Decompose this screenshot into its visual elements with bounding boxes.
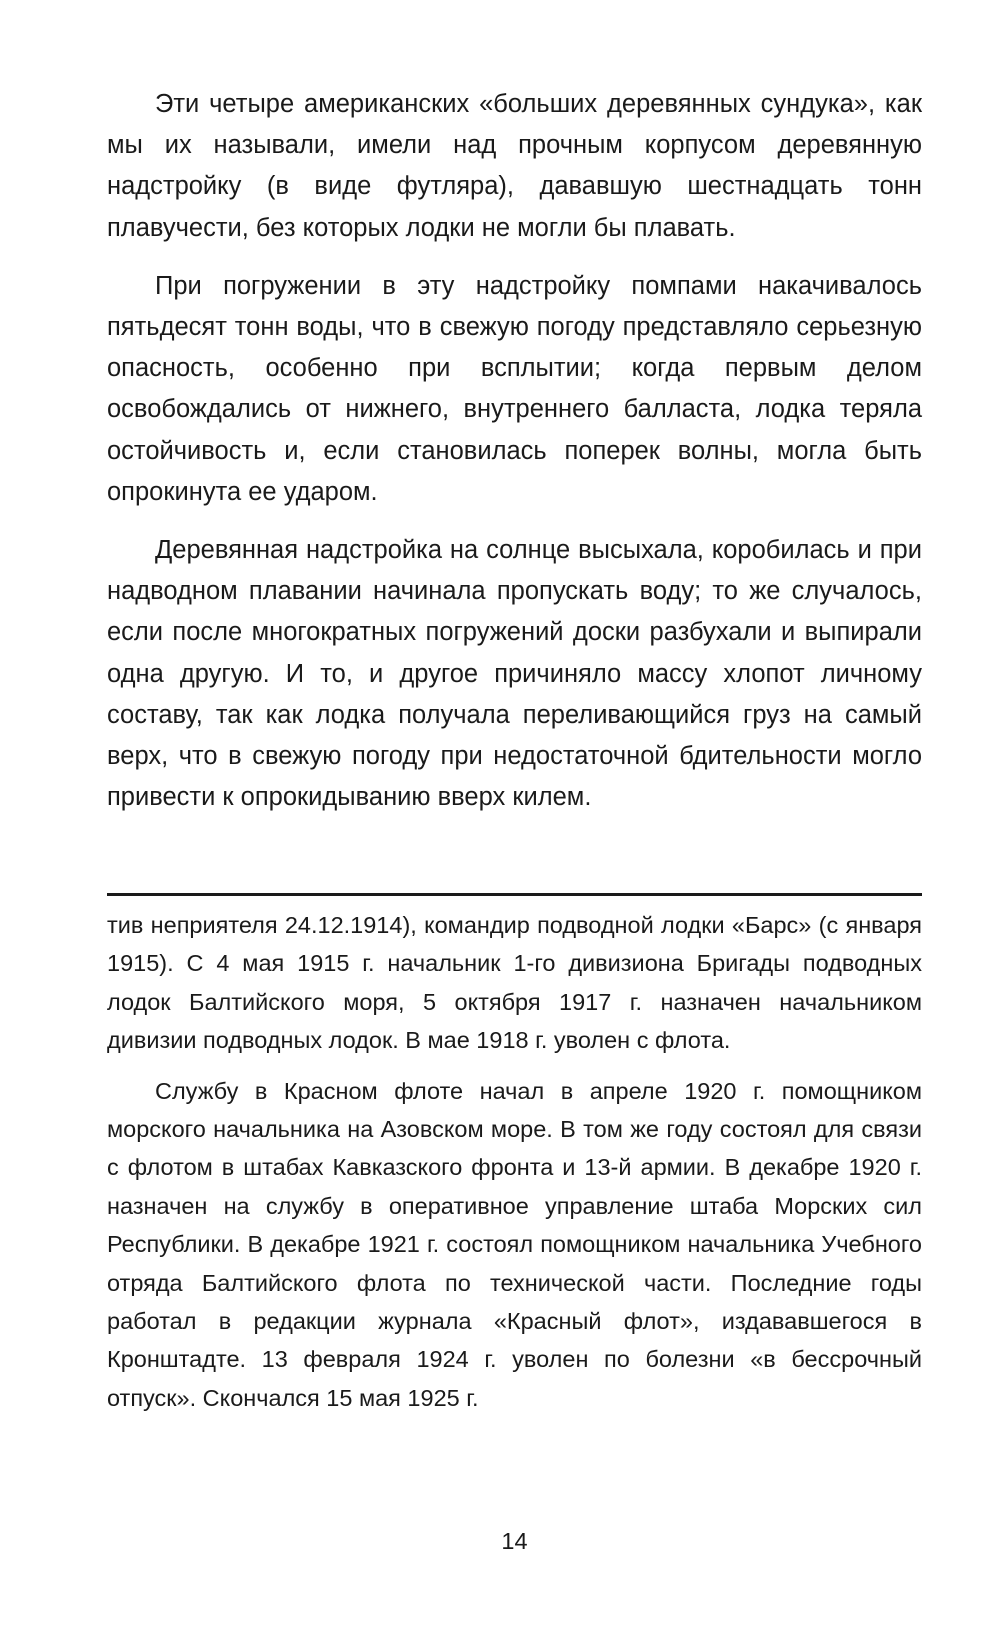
paragraph: При погружении в эту надстройку помпами накачивалось пятьдесят тонн воды, что в свежую погоду представляло серьезную опасность, особенно при всплытии; когда первым делом освобождались от нижнего, внутреннего балласта, лодка теряла остойчивость и, если становилась поперек волны, могла быть опрокинута ее ударом. [107,271,922,506]
footnote-paragraph: тив неприятеля 24.12.1914), командир подводной лодки «Барс» (с января 1915). С 4 мая 1915 г. начальник 1-го дивизиона Бригады подводных лодок Балтийского моря, 5 октября 1917 г. назначен начальником дивизии подводных лодок. В мае 1918 г. уволен с флота. [107,912,922,1054]
main-text [107,84,922,835]
footnote [107,906,922,1429]
book-page [107,0,922,1647]
footnote-paragraph: Службу в Красном флоте начал в апреле 1920 г. помощником морского начальника на Азовском море. В том же году состоял для связи с флотом в штабах Кавказского фронта и 13-й армии. В декабре 1920 г. назначен на службу в оперативное управление штаба Морских сил Республики. В декабре 1921 г. состоял помощником начальника Учебного отряда Балтийского флота по технической части. Последние годы работал в редакции журнала «Красный флот», издававшегося в Кронштадте. 13 февраля 1924 г. уволен по болезни «в бессрочный отпуск». Скончался 15 мая 1925 г. [107,1077,922,1411]
page-number: 14 [501,1528,528,1554]
paragraph: Эти четыре американских «больших деревянных сундука», как мы их называли, имели над прочным корпусом деревянную надстройку (в виде футляра), дававшую шестнадцать тонн плавучести, без которых лодки не могли бы плавать. [107,90,922,242]
footnote-separator [107,893,922,896]
paragraph: Деревянная надстройка на солнце высыхала, коробилась и при надводном плавании начинала пропускать воду; то же случалось, если после многократных погружений доски разбухали и выпирали одна другую. И то, и другое причиняло массу хлопот личному составу, так как лодка получала переливающийся груз на самый верх, что в свежую погоду при недостаточной бдительности могло привести к опрокидыванию вверх килем. [107,536,922,812]
